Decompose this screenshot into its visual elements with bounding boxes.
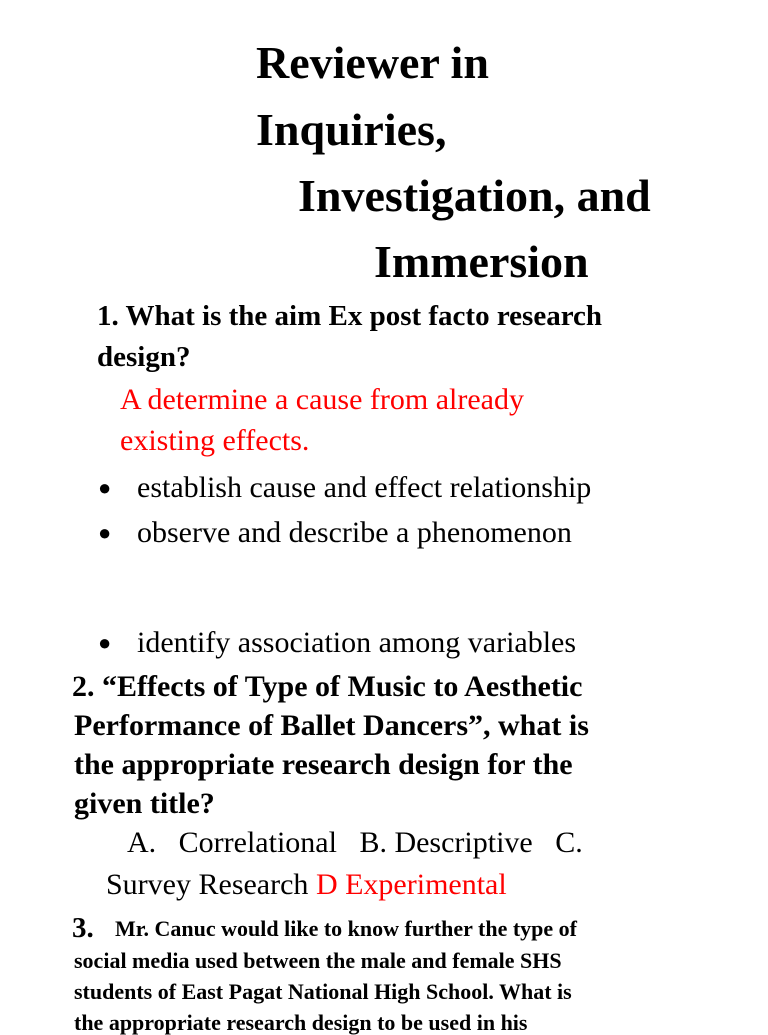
- question-3-text: the appropriate research design to be used in his: [74, 1010, 528, 1035]
- bullet-icon: ●: [98, 520, 112, 545]
- question-2-answer: D Experimental: [315, 868, 507, 901]
- question-1-text: design?: [97, 341, 191, 373]
- choice: establish cause and effect relationship: [137, 471, 592, 504]
- title-line: Investigation, and: [298, 170, 651, 221]
- bullet-icon: ●: [98, 630, 112, 655]
- question-1-text: 1. What is the aim Ex post facto research: [97, 300, 603, 332]
- question-1-answer: A determine a cause from already: [120, 383, 524, 416]
- question-2-text: 2. “Effects of Type of Music to Aesthetic: [72, 670, 583, 703]
- question-2-options-line2: [106, 870, 507, 900]
- question-2-text: given title?: [74, 787, 215, 820]
- question-3-number: 3.: [72, 912, 94, 944]
- question-3-text: students of East Pagat National High School. What is: [74, 979, 572, 1004]
- question-2-options: A. Correlational B. Descriptive C.: [127, 826, 583, 859]
- title-line: Inquiries,: [256, 104, 447, 155]
- option-c-text: Survey Research: [106, 868, 316, 901]
- question-2-text: Performance of Ballet Dancers”, what is: [74, 709, 589, 742]
- title-line: Reviewer in: [256, 37, 489, 88]
- question-3-text: social media used between the male and female SHS: [74, 948, 562, 973]
- choice: observe and describe a phenomenon: [137, 516, 572, 549]
- question-3-text: Mr. Canuc would like to know further the type of: [115, 916, 578, 941]
- question-1-answer: existing effects.: [120, 424, 310, 457]
- bullet-icon: ●: [98, 475, 112, 500]
- question-2-text: the appropriate research design for the: [74, 748, 573, 781]
- title-line: Immersion: [374, 236, 589, 287]
- choice: identify association among variables: [137, 626, 577, 659]
